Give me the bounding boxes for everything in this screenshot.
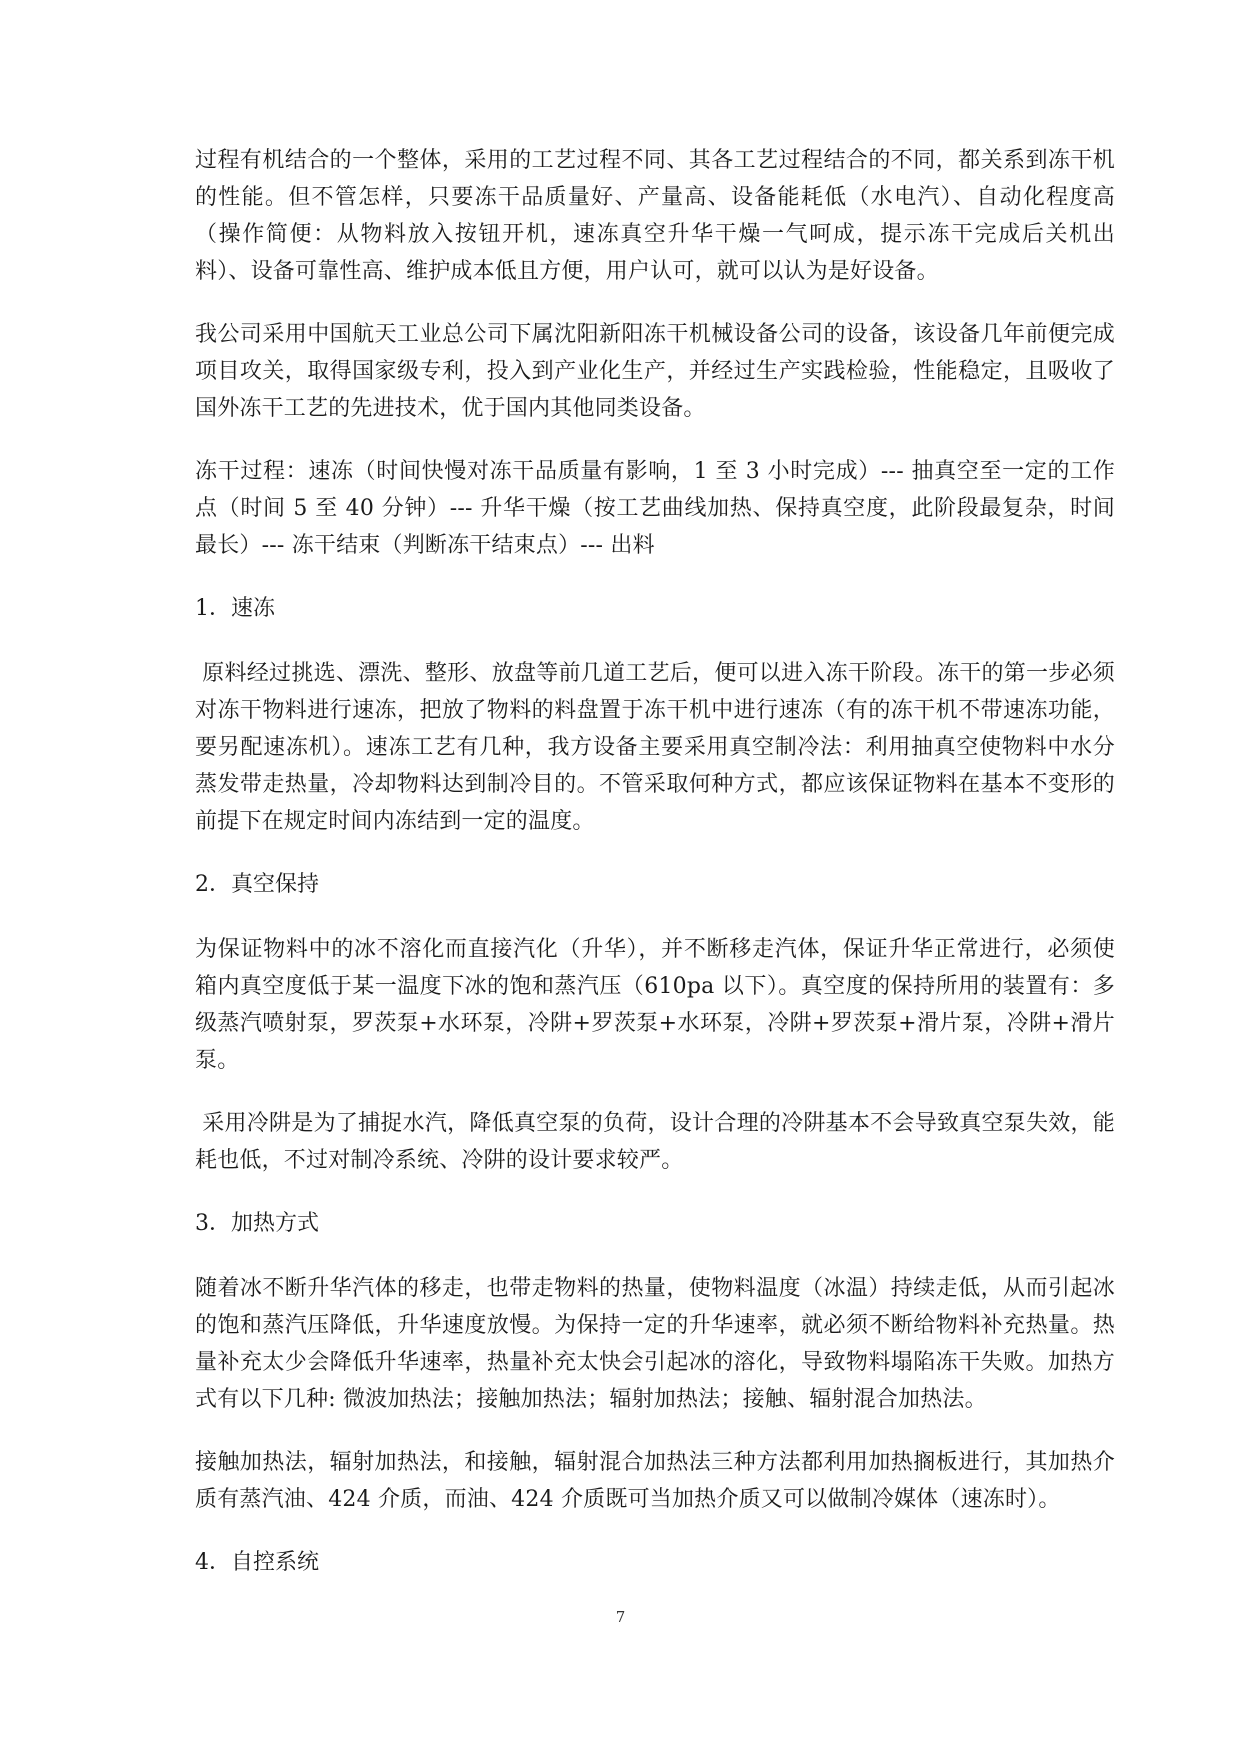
page-body (195, 142, 1115, 1609)
paragraph-company-equipment: 我公司采用中国航天工业总公司下属沈阳新阳冻干机械设备公司的设备，该设备几年前便完成项目攻关，取得国家级专利，投入到产业化生产，并经过生产实践检验，性能稳定，且吸收了国外冻干工艺的先进技术，优于国内其他同类设备。 (195, 322, 1115, 421)
paragraph-heating-shelves: 接触加热法，辐射加热法，和接触，辐射混合加热法三种方法都利用加热搁板进行，其加热介质有蒸汽油、424 介质，而油、424 介质既可当加热介质又可以做制冷媒体（速冻时）。 (195, 1450, 1115, 1512)
section-heading-control-system: 4．自控系统 (195, 1550, 319, 1575)
page-number: 7 (615, 1608, 626, 1626)
section-heading-vacuum: 2．真空保持 (195, 872, 319, 897)
paragraph-quick-freeze: 原料经过挑选、漂洗、整形、放盘等前几道工艺后，便可以进入冻干阶段。冻干的第一步必须对冻干物料进行速冻，把放了物料的料盘置于冻干机中进行速冻（有的冻干机不带速冻功能，要另配速冻机）。速冻工艺有几种，我方设备主要采用真空制冷法：利用抽真空使物料中水分蒸发带走热量，冷却物料达到制冷目的。不管采取何种方式，都应该保证物料在基本不变形的前提下在规定时间内冻结到一定的温度。 (195, 661, 1115, 834)
section-heading-heating: 3．加热方式 (195, 1211, 319, 1236)
paragraph-cold-trap: 采用冷阱是为了捕捉水汽，降低真空泵的负荷，设计合理的冷阱基本不会导致真空泵失效，能耗也低，不过对制冷系统、冷阱的设计要求较严。 (195, 1111, 1115, 1173)
paragraph-vacuum-maintain: 为保证物料中的冰不溶化而直接汽化（升华），并不断移走汽体，保证升华正常进行，必须使箱内真空度低于某一温度下冰的饱和蒸汽压（610pa 以下）。真空度的保持所用的装置有：多级蒸汽喷射泵，罗茨泵+水环泵，冷阱+罗茨泵+水环泵，冷阱+罗茨泵+滑片泵，冷阱+滑片泵。 (195, 937, 1115, 1073)
paragraph-freeze-drying-process: 冻干过程：速冻（时间快慢对冻干品质量有影响，1 至 3 小时完成）--- 抽真空至一定的工作点（时间 5 至 40 分钟）--- 升华干燥（按工艺曲线加热、保持真空度，此阶段最复杂，时间最长）--- 冻干结束（判断冻干结束点）--- 出料 (195, 459, 1115, 558)
section-heading-quick-freeze: 1．速冻 (195, 596, 275, 621)
paragraph-intro-continuation: 过程有机结合的一个整体，采用的工艺过程不同、其各工艺过程结合的不同，都关系到冻干机的性能。但不管怎样，只要冻干品质量好、产量高、设备能耗低（水电汽）、自动化程度高（操作简便：从物料放入按钮开机，速冻真空升华干燥一气呵成，提示冻干完成后关机出料）、设备可靠性高、维护成本低且方便，用户认可，就可以认为是好设备。 (195, 148, 1115, 284)
paragraph-heating-methods: 随着冰不断升华汽体的移走，也带走物料的热量，使物料温度（冰温）持续走低，从而引起冰的饱和蒸汽压降低，升华速度放慢。为保持一定的升华速率，就必须不断给物料补充热量。热量补充太少会降低升华速率，热量补充太快会引起冰的溶化，导致物料塌陷冻干失败。加热方式有以下几种: 微波加热法；接触加热法；辐射加热法；接触、辐射混合加热法。 (195, 1276, 1115, 1412)
